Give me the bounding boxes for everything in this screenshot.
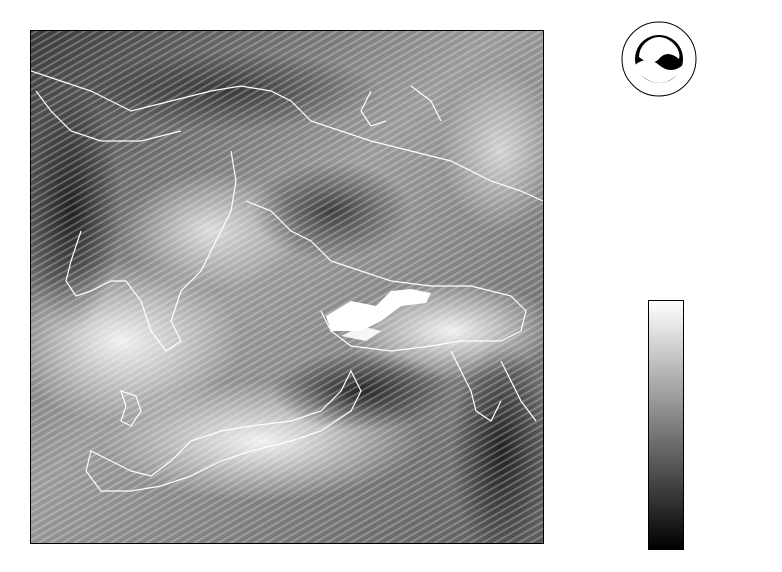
noaa-logo [621, 21, 697, 97]
reflectance-colorbar [648, 300, 684, 550]
map-image [31, 31, 543, 543]
satellite-map [30, 30, 544, 544]
